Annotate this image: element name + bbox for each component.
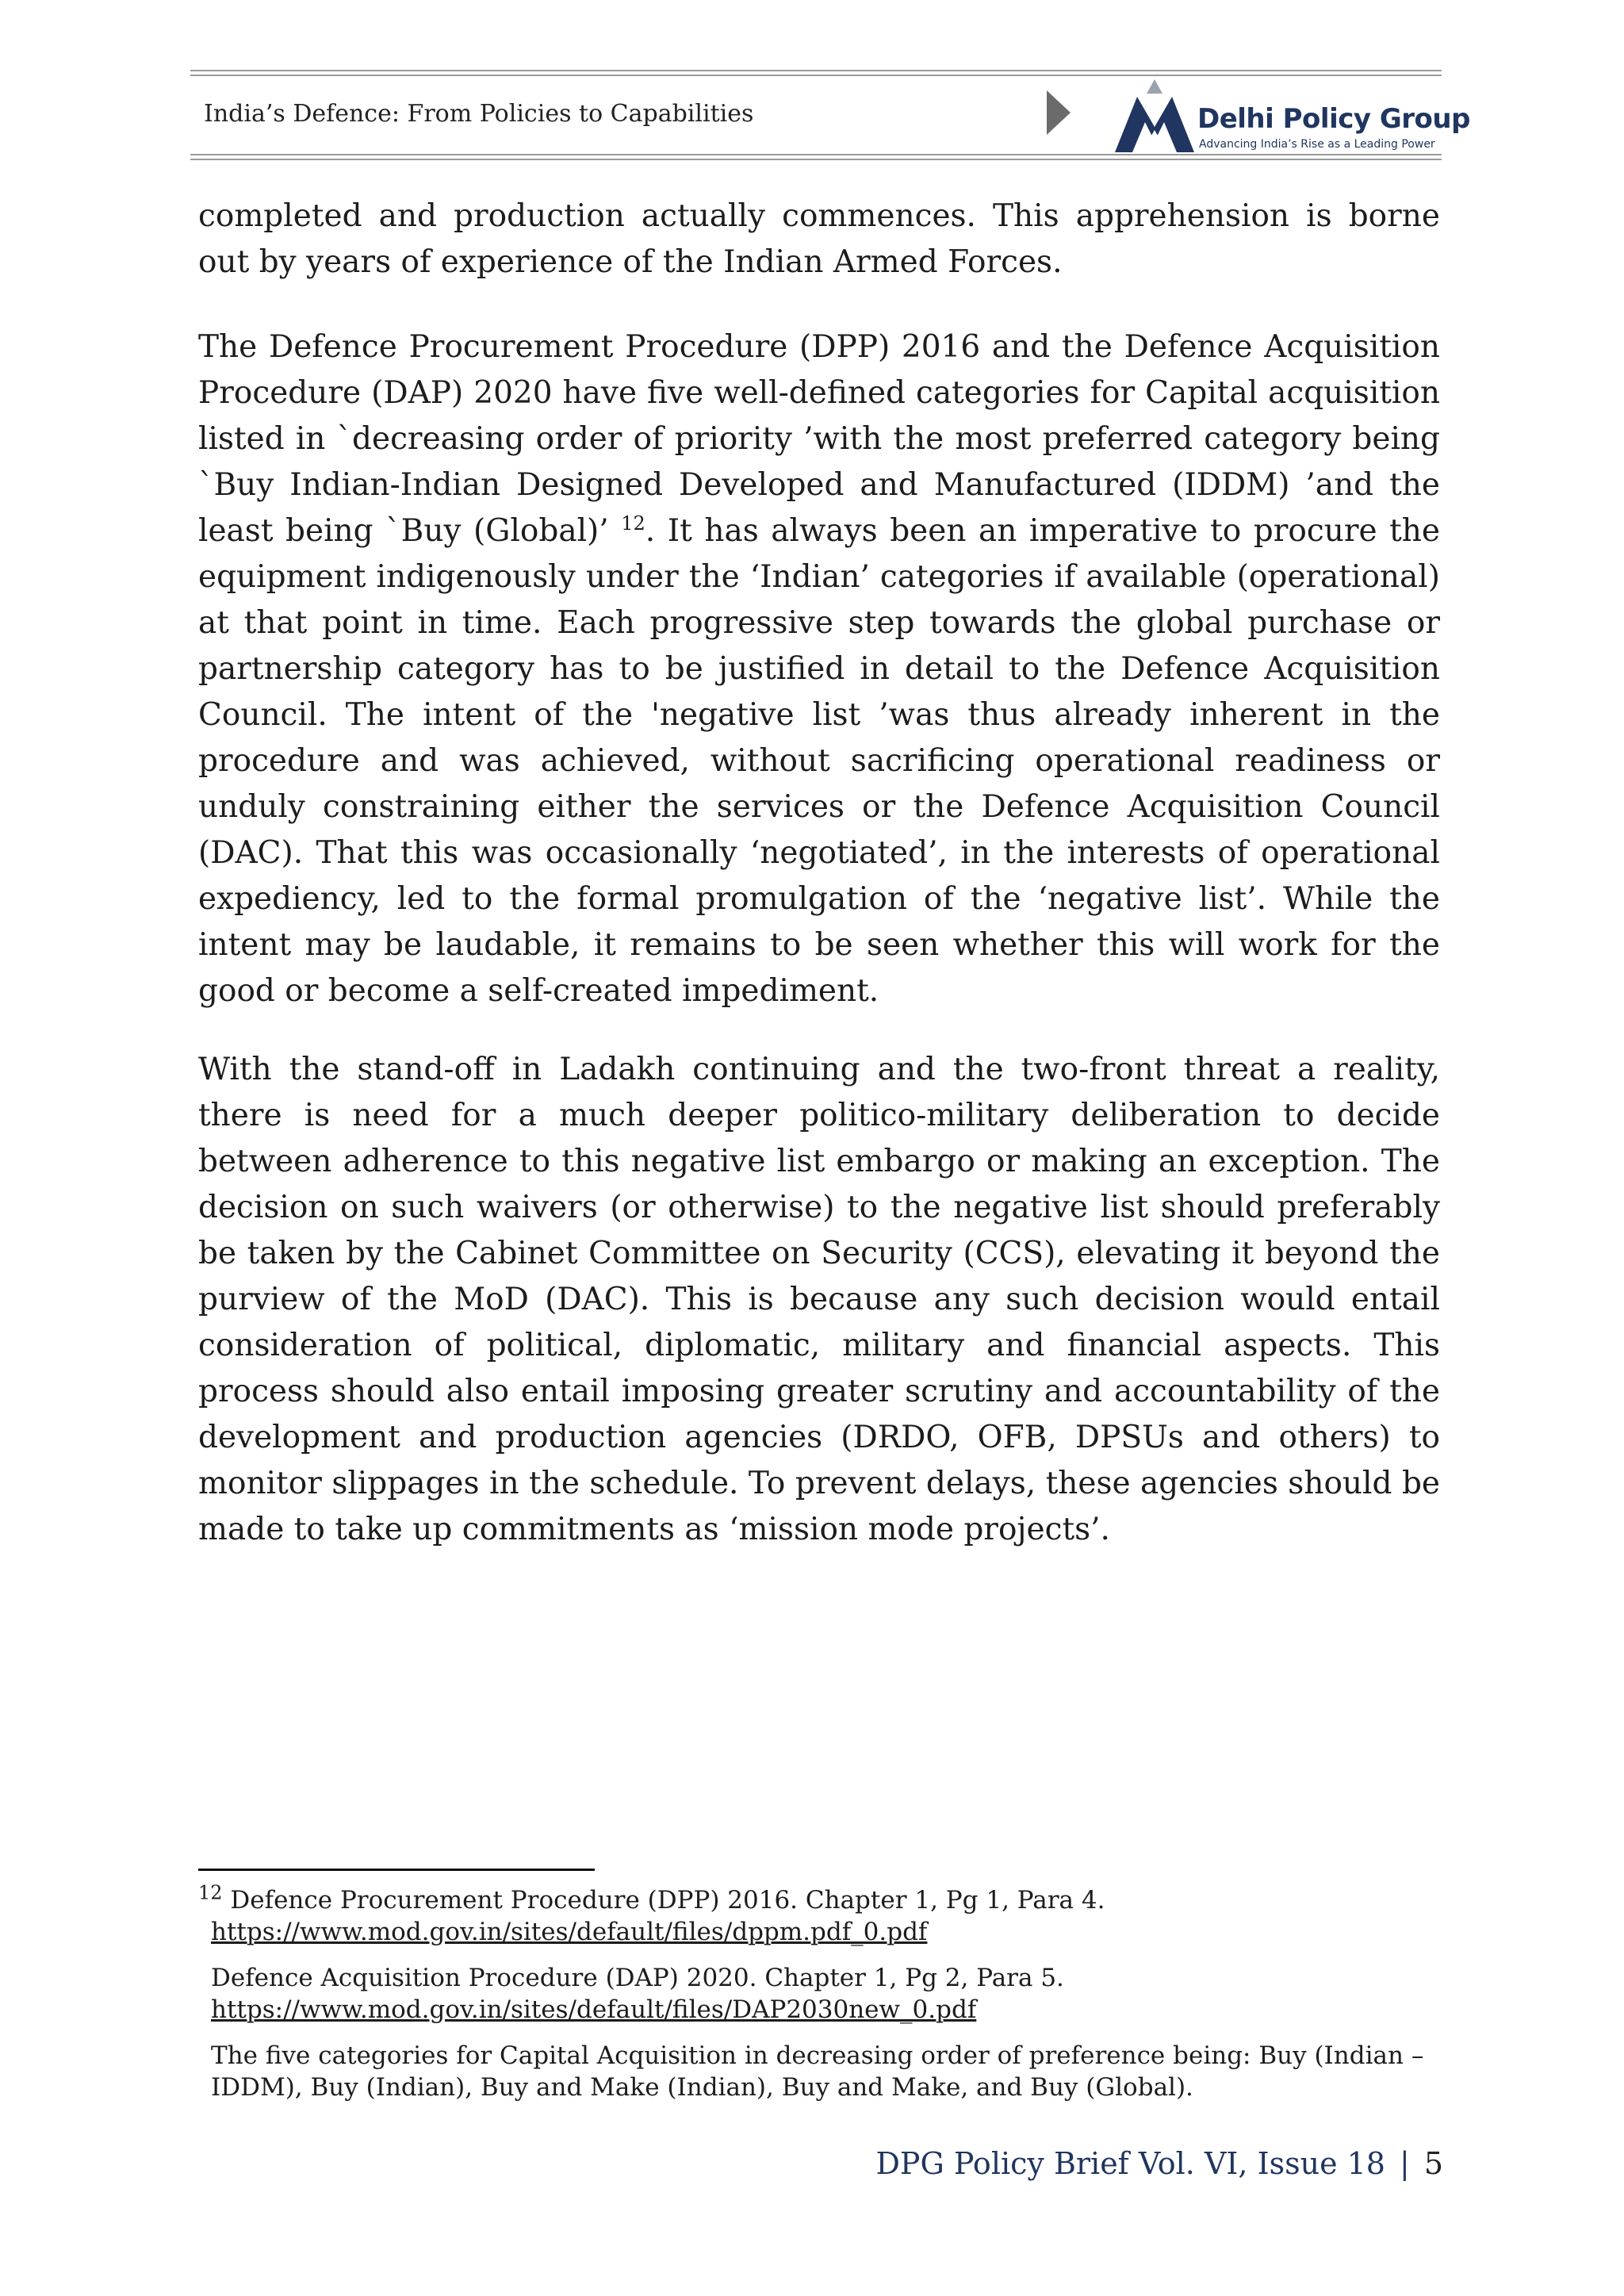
footnote-12-citation <box>198 1881 1105 1916</box>
footnote-marker: 12 <box>198 1881 223 1904</box>
header-rule-bottom <box>190 154 1442 155</box>
delhi-policy-group-logo <box>1113 78 1196 154</box>
paragraph-3: With the stand-off in Ladakh continuing and the two-front threat a reality, there is need for a much deeper politico-military deliberation to decide between adherence to this negative list embargo or making an exception. The decision on such waivers (or otherwise) to the negative list should preferably be taken by the Cabinet Committee on Security (CCS), elevating it beyond the purview of the MoD (DAC). This is because any such decision would entail consideration of political, diplomatic, military and financial aspects. This process should also entail imposing greater scrutiny and accountability of the development and production agencies (DRDO, OFB, DPSUs and others) to monitor slippages in the schedule. To prevent delays, these agencies should be made to take up commitments as ‘mission mode projects’. <box>198 1052 1440 1547</box>
paragraph-2-text-b: . It has always been an imperative to procure the equipment indigenously under the ‘Indian’ categories if available (operational) at that point in time. Each progressive step towards the global purchase or partnership category has to be justified in detail to the Defence Acquisition Council. The intent of the 'negative list ’was thus already inherent in the procedure and was achieved, without sacrificing operational readiness or unduly constraining either the services or the Defence Acquisition Council (DAC). That this was occasionally ‘negotiated’, in the interests of operational expediency, led to the formal promulgation of the ‘negative list’. While the intent may be laudable, it remains to be seen whether this will work for the good or become a self-created impediment. <box>198 513 1440 1009</box>
running-header-title: India’s Defence: From Policies to Capabilities <box>204 100 754 128</box>
paragraph-2 <box>198 324 1440 1014</box>
footnote-ref-12[interactable]: 12 <box>621 512 645 535</box>
header-rule-top <box>190 70 1442 71</box>
paragraph-1: completed and production actually commences. This apprehension is borne out by years of experience of the Indian Armed Forces. <box>198 198 1440 280</box>
footnote-12-categories: The five categories for Capital Acquisition in decreasing order of preference being: Buy (Indian – IDDM), Buy (Indian), Buy and Make (Indian), Buy and Make, and Buy (Global). <box>211 2041 1424 2102</box>
header-rule-top-inner <box>190 75 1442 76</box>
triangle-arrow-icon <box>1045 89 1072 136</box>
logo-tagline: Advancing India’s Rise as a Leading Power <box>1199 138 1435 151</box>
footer-separator: | <box>1400 2146 1410 2181</box>
page-number: 5 <box>1423 2146 1443 2181</box>
footnote-divider <box>198 1869 595 1871</box>
footnote-12-text: Defence Procurement Procedure (DPP) 2016. Chapter 1, Pg 1, Para 4. <box>222 1886 1105 1915</box>
logo-name: Delhi Policy Group <box>1197 103 1470 135</box>
footnote-link-dpp[interactable]: https://www.mod.gov.in/sites/default/files/dppm.pdf_0.pdf <box>211 1918 928 1946</box>
page-footer <box>875 2146 1443 2181</box>
footer-label: DPG Policy Brief Vol. VI, Issue 18 <box>875 2146 1385 2181</box>
footnote-link-dap[interactable]: https://www.mod.gov.in/sites/default/files/DAP2030new_0.pdf <box>211 1995 977 2024</box>
paragraph-2-text-a: The Defence Procurement Procedure (DPP) 2016 and the Defence Acquisition Procedure (DAP) 2020 have five well-defined categories for Capital acquisition listed in `decreasing order of priority ’with the most preferred category being `Buy Indian-Indian Designed Developed and Manufactured (IDDM) ’and the least being `Buy (Global)’ <box>198 329 1440 549</box>
header-rule-bottom-inner <box>190 159 1442 160</box>
footnote-12-dap-citation: Defence Acquisition Procedure (DAP) 2020. Chapter 1, Pg 2, Para 5. <box>211 1964 1064 1992</box>
